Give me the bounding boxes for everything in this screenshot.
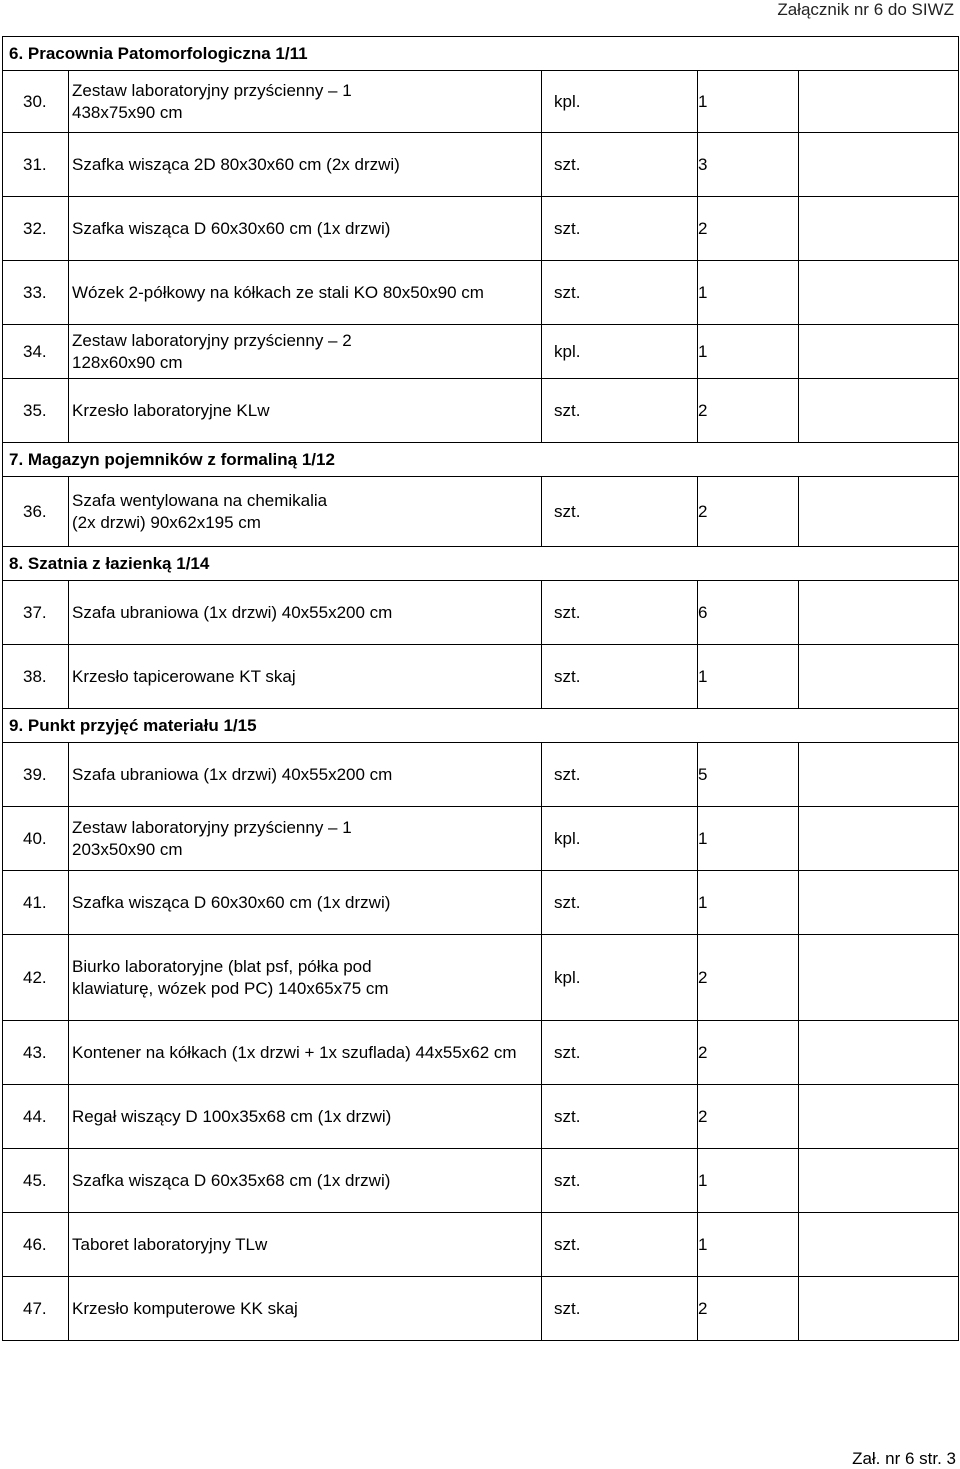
section-header-row — [3, 37, 959, 71]
item-name — [69, 581, 542, 645]
table-row — [3, 935, 959, 1021]
item-name — [69, 645, 542, 709]
table-row — [3, 197, 959, 261]
item-quantity: 6 — [698, 581, 799, 645]
section-title: 7. Magazyn pojemników z formaliną 1/12 — [3, 443, 959, 477]
section-title: 9. Punkt przyjęć materiału 1/15 — [3, 709, 959, 743]
item-name — [69, 379, 542, 443]
item-name — [69, 325, 542, 379]
item-name-line: Szafa ubraniowa (1x drzwi) 40x55x200 cm — [72, 764, 393, 784]
item-name-line: Taboret laboratoryjny TLw — [72, 1234, 268, 1254]
row-number: 37. — [3, 581, 69, 645]
item-name — [69, 935, 542, 1021]
item-quantity: 2 — [698, 1085, 799, 1149]
item-name — [69, 197, 542, 261]
row-number: 32. — [3, 197, 69, 261]
item-name-line: Zestaw laboratoryjny przyścienny – 1 — [72, 80, 352, 100]
item-name — [69, 743, 542, 807]
item-unit: szt. — [542, 133, 698, 197]
page-footer: Zał. nr 6 str. 3 — [852, 1449, 956, 1468]
table-row — [3, 743, 959, 807]
table-row — [3, 133, 959, 197]
empty-cell — [799, 1213, 959, 1277]
section-header-row — [3, 709, 959, 743]
row-number: 34. — [3, 325, 69, 379]
item-quantity: 3 — [698, 133, 799, 197]
item-name — [69, 1277, 542, 1341]
item-name-line: 438x75x90 cm — [72, 102, 183, 122]
table-row — [3, 261, 959, 325]
empty-cell — [799, 807, 959, 871]
empty-cell — [799, 581, 959, 645]
item-quantity: 1 — [698, 807, 799, 871]
item-quantity: 1 — [698, 645, 799, 709]
item-name-line: Krzesło tapicerowane KT skaj — [72, 666, 296, 686]
row-number: 31. — [3, 133, 69, 197]
item-quantity: 1 — [698, 1213, 799, 1277]
item-name-line: Zestaw laboratoryjny przyścienny – 1 — [72, 817, 352, 837]
item-quantity: 1 — [698, 71, 799, 133]
item-quantity: 2 — [698, 379, 799, 443]
table-row — [3, 1021, 959, 1085]
item-name — [69, 1213, 542, 1277]
item-name-line: Szafka wisząca D 60x30x60 cm (1x drzwi) — [72, 218, 391, 238]
row-number: 33. — [3, 261, 69, 325]
equipment-table — [2, 36, 959, 1341]
item-name — [69, 71, 542, 133]
item-name-line: Szafka wisząca D 60x30x60 cm (1x drzwi) — [72, 892, 391, 912]
item-quantity: 2 — [698, 197, 799, 261]
item-name-line: Szafka wisząca D 60x35x68 cm (1x drzwi) — [72, 1170, 391, 1190]
item-name-line: Regał wiszący D 100x35x68 cm (1x drzwi) — [72, 1106, 392, 1126]
item-unit: szt. — [542, 379, 698, 443]
empty-cell — [799, 743, 959, 807]
item-name — [69, 1085, 542, 1149]
table-row — [3, 871, 959, 935]
item-quantity: 1 — [698, 1149, 799, 1213]
item-unit: szt. — [542, 1085, 698, 1149]
section-header-row — [3, 443, 959, 477]
item-name — [69, 1021, 542, 1085]
table-row — [3, 71, 959, 133]
item-name-line: Krzesło komputerowe KK skaj — [72, 1298, 298, 1318]
section-header-row — [3, 547, 959, 581]
empty-cell — [799, 133, 959, 197]
empty-cell — [799, 1277, 959, 1341]
empty-cell — [799, 935, 959, 1021]
item-quantity: 2 — [698, 1277, 799, 1341]
row-number: 41. — [3, 871, 69, 935]
item-unit: szt. — [542, 1213, 698, 1277]
table-row — [3, 807, 959, 871]
item-unit: szt. — [542, 581, 698, 645]
table-row — [3, 1277, 959, 1341]
row-number: 39. — [3, 743, 69, 807]
item-unit: kpl. — [542, 325, 698, 379]
item-unit: kpl. — [542, 935, 698, 1021]
item-name-line: Wózek 2-półkowy na kółkach ze stali KO 80x50x90 cm — [72, 282, 484, 302]
row-number: 46. — [3, 1213, 69, 1277]
empty-cell — [799, 645, 959, 709]
item-name-line: Kontener na kółkach (1x drzwi + 1x szuflada) 44x55x62 cm — [72, 1042, 517, 1062]
row-number: 43. — [3, 1021, 69, 1085]
row-number: 36. — [3, 477, 69, 547]
table-row — [3, 1213, 959, 1277]
item-unit: kpl. — [542, 807, 698, 871]
section-title: 8. Szatnia z łazienką 1/14 — [3, 547, 959, 581]
item-unit: szt. — [542, 871, 698, 935]
item-unit: szt. — [542, 477, 698, 547]
empty-cell — [799, 379, 959, 443]
row-number: 47. — [3, 1277, 69, 1341]
item-quantity: 1 — [698, 261, 799, 325]
row-number: 30. — [3, 71, 69, 133]
item-name-line: 203x50x90 cm — [72, 839, 183, 859]
item-name — [69, 261, 542, 325]
item-quantity: 2 — [698, 1021, 799, 1085]
item-unit: szt. — [542, 261, 698, 325]
item-name-line: 128x60x90 cm — [72, 352, 183, 372]
item-unit: kpl. — [542, 71, 698, 133]
table-row — [3, 325, 959, 379]
table-row — [3, 581, 959, 645]
item-name — [69, 477, 542, 547]
empty-cell — [799, 261, 959, 325]
item-name-line: Krzesło laboratoryjne KLw — [72, 400, 270, 420]
item-quantity: 2 — [698, 477, 799, 547]
item-name — [69, 1149, 542, 1213]
table-row — [3, 1085, 959, 1149]
item-name — [69, 807, 542, 871]
table-row — [3, 1149, 959, 1213]
row-number: 44. — [3, 1085, 69, 1149]
empty-cell — [799, 871, 959, 935]
table-row — [3, 379, 959, 443]
row-number: 45. — [3, 1149, 69, 1213]
item-quantity: 2 — [698, 935, 799, 1021]
item-unit: szt. — [542, 1021, 698, 1085]
document-header: Załącznik nr 6 do SIWZ — [777, 0, 954, 19]
item-name-line: Szafa ubraniowa (1x drzwi) 40x55x200 cm — [72, 602, 393, 622]
empty-cell — [799, 1149, 959, 1213]
item-unit: szt. — [542, 197, 698, 261]
empty-cell — [799, 71, 959, 133]
item-name-line: klawiaturę, wózek pod PC) 140x65x75 cm — [72, 978, 389, 998]
item-name — [69, 133, 542, 197]
item-unit: szt. — [542, 1277, 698, 1341]
empty-cell — [799, 325, 959, 379]
item-name-line: Szafa wentylowana na chemikalia — [72, 490, 328, 510]
row-number: 42. — [3, 935, 69, 1021]
item-quantity: 1 — [698, 871, 799, 935]
item-unit: szt. — [542, 645, 698, 709]
item-unit: szt. — [542, 743, 698, 807]
item-name-line: (2x drzwi) 90x62x195 cm — [72, 512, 261, 532]
empty-cell — [799, 1085, 959, 1149]
row-number: 35. — [3, 379, 69, 443]
section-title: 6. Pracownia Patomorfologiczna 1/11 — [3, 37, 959, 71]
empty-cell — [799, 197, 959, 261]
item-quantity: 1 — [698, 325, 799, 379]
table-row — [3, 477, 959, 547]
item-name — [69, 871, 542, 935]
item-name-line: Zestaw laboratoryjny przyścienny – 2 — [72, 330, 352, 350]
row-number: 40. — [3, 807, 69, 871]
item-unit: szt. — [542, 1149, 698, 1213]
item-name-line: Szafka wisząca 2D 80x30x60 cm (2x drzwi) — [72, 154, 400, 174]
empty-cell — [799, 1021, 959, 1085]
item-quantity: 5 — [698, 743, 799, 807]
empty-cell — [799, 477, 959, 547]
item-name-line: Biurko laboratoryjne (blat psf, półka pod — [72, 956, 372, 976]
row-number: 38. — [3, 645, 69, 709]
table-row — [3, 645, 959, 709]
